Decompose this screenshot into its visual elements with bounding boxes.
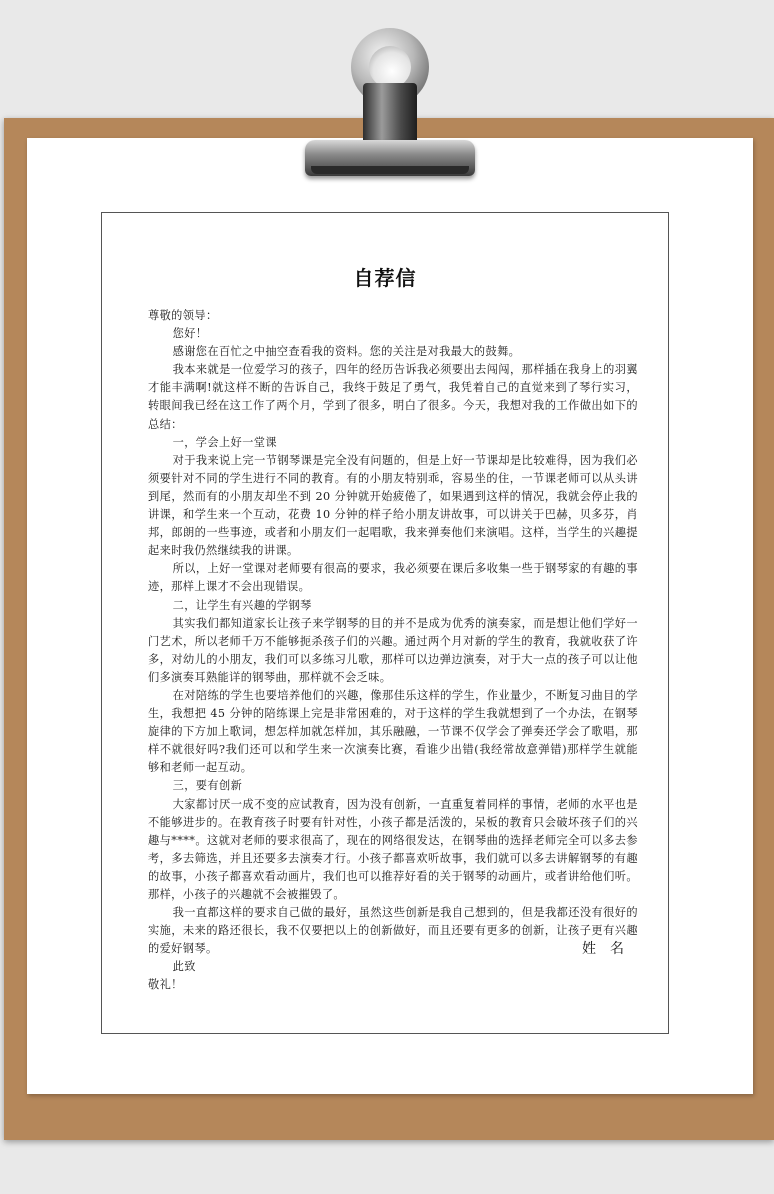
paragraph: 其实我们都知道家长让孩子来学钢琴的目的并不是成为优秀的演奏家，而是想让他们学好一门艺术，所以老师千万不能够扼杀孩子们的兴趣。通过两个月对新的学生的教育，我就收获了许多，对幼儿的小朋友，我们可以多练习儿歌，那样可以边弹边演奏，对于大一点的孩子可以让他们多演奏耳熟能详的钢琴曲，那样就不会乏味。: [148, 616, 638, 684]
section-heading: 一，学会上好一堂课: [172, 435, 277, 449]
paragraph: 我一直都这样的要求自己做的最好，虽然这些创新是我自己想到的，但是我都还没有很好的实施，未来的路还很长，我不仅要把以上的创新做好，而且还要有更多的创新，让孩子更有兴趣的爱好钢琴。: [148, 906, 638, 956]
binder-clip-icon: [305, 28, 475, 176]
salutation: 尊敬的领导：: [148, 309, 218, 322]
closing-line: 此致: [172, 960, 196, 974]
clip-ring-hole: [369, 46, 411, 88]
section-heading: 三，要有创新: [172, 779, 243, 793]
paragraph: 对于我来说上完一节钢琴课是完全没有问题的，但是上好一节课却是比较难得，因为我们必须要针对不同的学生进行不同的教育。有的小朋友特别乖，容易坐的住，一节课老师可以从头讲到尾，然而有的小朋友却坐不到 20 分钟就开始疲倦了，如果遇到这样的情况，我就会停止我的讲课，和学生来一个互动，花费 10 分钟的样子给小朋友讲故事，可以讲关于巴赫，贝多芬，肖邦，郎朗的一些事迹，或者和小朋友们一起唱歌，我来弹奏他们来演唱。这样，当学生的兴趣提起来时我仍然继续我的讲课。: [148, 453, 638, 558]
closing-line: 敬礼！: [148, 978, 183, 992]
paragraph: 在对陪练的学生也要培养他们的兴趣，像那佳乐这样的学生，作业量少，不断复习曲目的学生，我想把 45 分钟的陪练课上完是非常困难的，对于这样的学生我就想到了一个办法，在钢琴旋律的下方加上歌词，想怎样加就怎样加，其乐融融，一节课不仅学会了弹奏还学会了歌唱，那样不就很好吗?我们还可以和学生来一次演奏比赛，看谁少出错(我经常故意弹错)那样学生就能够和老师一起互动。: [148, 688, 638, 775]
paragraph: 大家都讨厌一成不变的应试教育，因为没有创新，一直重复着同样的事情，老师的水平也是不能够进步的。在教育孩子时要有针对性，小孩子都是活泼的，呆板的教育只会破坏孩子们的兴趣与****。这就对老师的要求很高了，现在的网络很发达，在钢琴曲的选择老师完全可以多去参考，多去筛选，并且还要多去演奏才行。小孩子都喜欢听故事，我们就可以多去讲解钢琴的有趣的故事，小孩子都喜欢看动画片，我们也可以推荐好看的关于钢琴的动画片，或者讲给他们听。那样，小孩子的兴趣就不会被摧毁了。: [148, 797, 638, 901]
paragraph: 感谢您在百忙之中抽空查看我的资料。您的关注是对我最大的鼓舞。: [172, 345, 521, 359]
signature-name: 姓名: [582, 941, 638, 957]
section-heading: 二，让学生有兴趣的学钢琴: [172, 598, 312, 612]
letter-title: 自荐信: [353, 266, 417, 290]
letter-body: [148, 307, 638, 995]
clip-jaw-edge: [311, 166, 469, 174]
paragraph: 我本来就是一位爱学习的孩子，四年的经历告诉我必须要出去闯闯，那样插在我身上的羽翼才能丰满啊!就这样不断的告诉自己，我终于鼓足了勇气，我凭着自己的直觉来到了琴行实习，转眼间我已经在这工作了两个月，学到了很多，明白了很多。今天，我想对我的工作做出如下的总结：: [148, 363, 638, 431]
greeting: 您好！: [172, 327, 208, 341]
paragraph: 所以，上好一堂课对老师要有很高的要求，我必须要在课后多收集一些于钢琴家的有趣的事迹，那样上课才不会出现错误。: [148, 562, 638, 594]
